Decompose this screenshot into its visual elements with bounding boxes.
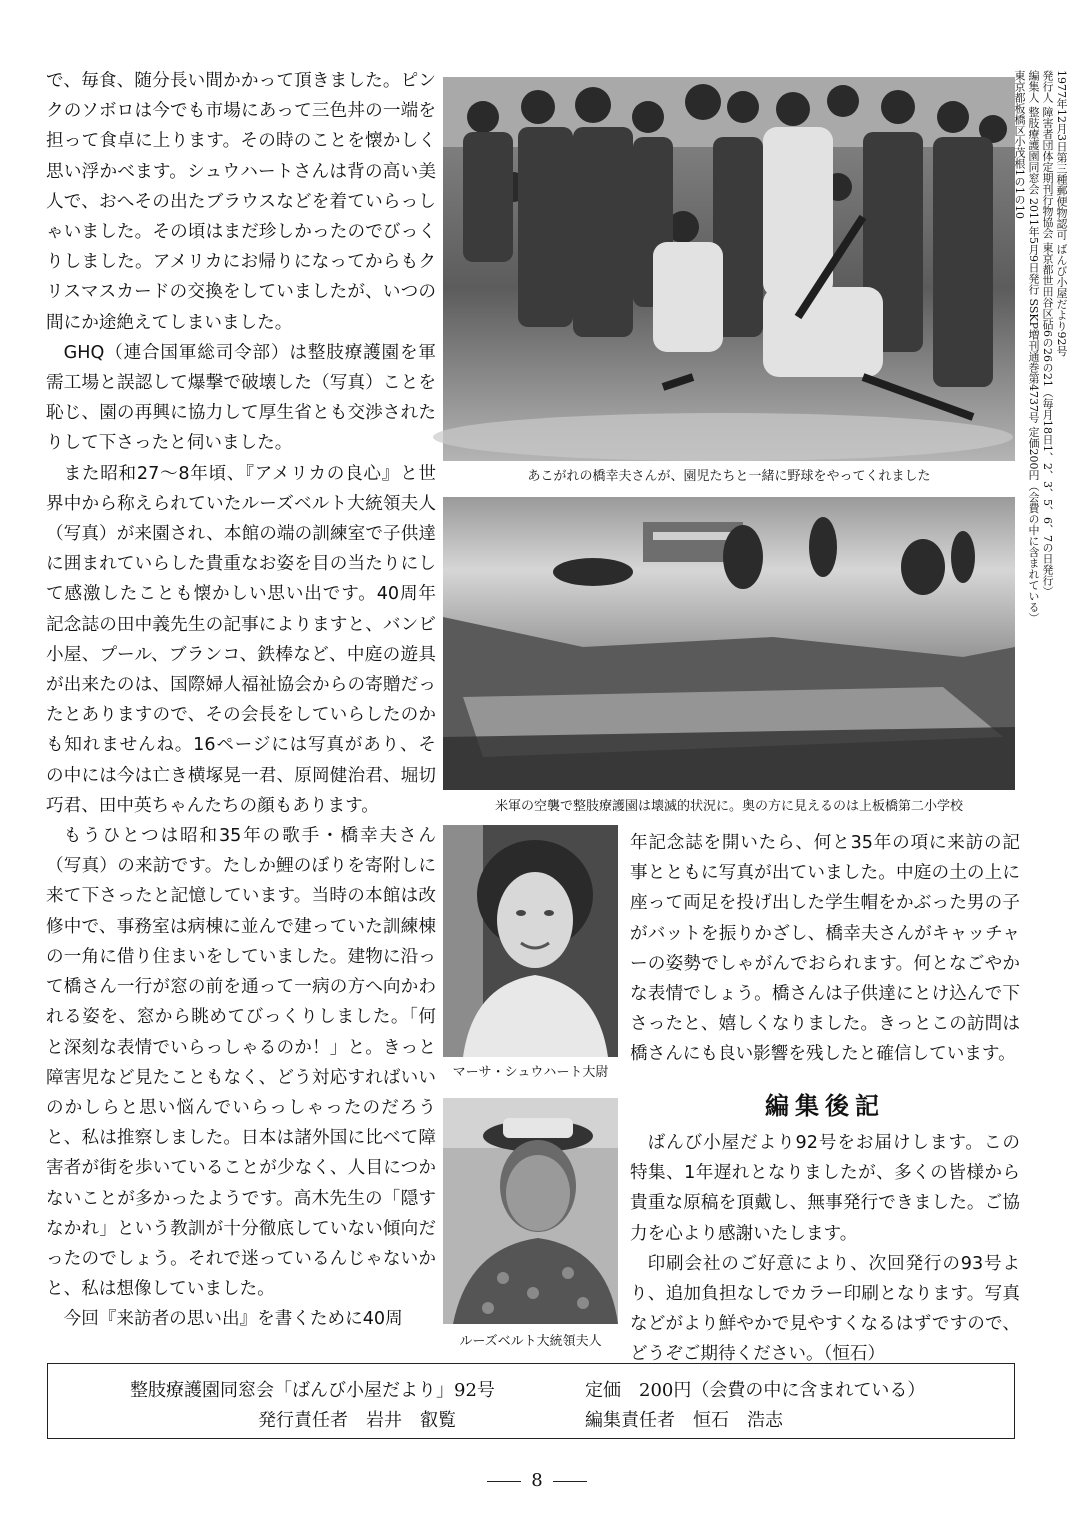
afterword-title: 編集後記 — [765, 1092, 885, 1120]
page-number-value: 8 — [531, 1470, 543, 1491]
publisher-info: 発行責任者 岩井 叡覧 — [258, 1410, 456, 1431]
imprint-line: 1977年12月3日第三種郵便物認可 ばんび小屋だより92号 — [1055, 70, 1068, 357]
portrait-woman-illustration — [443, 825, 618, 1057]
page-number-dash-left — [487, 1481, 521, 1482]
editor-info: 編集責任者 恒石 浩志 — [585, 1410, 783, 1431]
caption-photo-bombed-site: 米軍の空襲で整肢療護園は壊滅的状況に。奥の方に見えるのは上板橋第二小学校 — [494, 799, 963, 814]
imprint-line: 発行人 障害者団体定期刊行物協会 東京都世田谷区砧6の26の21（毎月18日1、2、3、5、6、7の日発行） — [1041, 70, 1054, 597]
vertical-imprint — [1013, 70, 1068, 1010]
right-article-continuation — [630, 828, 1020, 1078]
photo-bombed-site-illustration — [443, 497, 1015, 790]
paragraph: 今回『来訪者の思い出』を書くために40周 — [63, 1309, 403, 1330]
paragraph: 年記念誌を開いたら、何と35年の項に来訪の記事とともに写真が出ていました。中庭の土の上に座って両足を投げ出した学生帽をかぶった男の子がバットを振りかざし、橋幸夫さんがキャッチャーの姿勢でしゃがんでおられます。何となごやかな表情でしょう。橋さんは子供達にとけ込んで下さったと、嬉しくなりました。きっとこの訪問は橋さんにも良い影響を残したと確信しています。 — [630, 833, 1020, 1065]
photo-mrs-roosevelt — [443, 1098, 618, 1324]
page-number — [0, 1470, 1074, 1491]
paragraph: また昭和27〜8年頃、『アメリカの良心』と世界中から称えられていたルーズベルト大統領夫人（写真）が来園され、本館の端の訓練室で子供達に囲まれていらした貴重なお姿を目の当たりにして感激したことも懐かしい思い出です。40周年記念誌の田中義先生の記事によりますと、バンビ小屋、プール、ブランコ、鉄棒など、中庭の遊具が出来たのは、国際婦人福祉協会からの寄贈だったとありますので、その会長をしていらしたのかも知れませんね。16ページには写真があり、その中には今は亡き横塚晃一君、原岡健治君、堀切巧君、田中英ちゃんたちの顔もあります。 — [46, 463, 436, 816]
paragraph: もうひとつは昭和35年の歌手・橋幸夫さん（写真）の来訪です。たしか鯉のぼりを寄附しに来て下さったと記憶しています。当時の本館は改修中で、事務室は病棟に並んで建っていた訓練棟の一角に借り住まいをしていました。建物に沿って橋さん一行が窓の前を通って一病の方へ向かわれる姿を、窓から眺めてびっくりしました。「何と深刻な表情でいらっしゃるのか！」と。きっと障害児など見たこともなく、どう対応すればいいのかしらと思い悩んでいらっしゃったのだろうと、私は推察しました。日本は諸外国に比べて障害者が街を歩いていることが少なく、人目につかないことが多かったようです。高木先生の「隠すなかれ」という教訓が十分徹底していない傾向だったのでしょう。それで迷っているんじゃないかと、私は想像していました。 — [46, 826, 436, 1300]
price-info: 定価 200円（会費の中に含まれている） — [585, 1380, 926, 1401]
paragraph: で、毎食、随分長い間かかって頂きました。ピンクのソボロは今でも市場にあって三色丼の一端を担って食卓に上ります。その時のことを懐かしく思い浮かべます。シュウハートさんは背の高い美人で、おへその出たブラウスなどを着ていらっしゃいました。その頃はまだ珍しかったのでびっくりしました。アメリカにお帰りになってからもクリスマスカードの交換をしていましたが、いつの間にか途絶えてしまいました。 — [46, 71, 436, 333]
caption-photo-roosevelt: ルーズベルト大統領夫人 — [459, 1334, 602, 1349]
photo-bombed-site — [443, 497, 1015, 790]
photo-baseball-illustration — [443, 77, 1015, 461]
caption-photo-baseball: あこがれの橋幸夫さんが、園児たちと一緒に野球をやってくれました — [527, 469, 931, 484]
afterword-body — [630, 1128, 1020, 1365]
paragraph: 印刷会社のご好意により、次回発行の93号より、追加負担なしでカラー印刷となります。写真などがより鮮やかで見やすくなるはずですので、どうぞご期待ください。（恒石） — [630, 1253, 1020, 1365]
photo-baseball-with-children — [443, 77, 1015, 461]
imprint-line: 東京都板橋区小茂根1の1の10 — [1013, 70, 1026, 219]
publication-title: 整肢療護園同窓会「ばんび小屋だより」92号 — [130, 1380, 495, 1401]
paragraph: ばんび小屋だより92号をお届けします。この特集、1年遅れとなりましたが、多くの皆様から貴重な原稿を頂戴し、無事発行できました。ご協力を心より感謝いたします。 — [630, 1133, 1020, 1244]
page-number-dash-right — [553, 1481, 587, 1482]
publication-info-box — [47, 1363, 1015, 1439]
imprint-line: 編集人 整肢療護園同窓会 2011年5月9日発行 SSKP増刊通巻第4737号 定価200円（会費の中に含まれている） — [1027, 70, 1040, 624]
paragraph: GHQ（連合国軍総司令部）は整肢療護園を軍需工場と誤認して爆撃で破壊した（写真）ことを恥じ、園の再興に協力して厚生省とも交渉されたりして下さったと伺いました。 — [46, 342, 436, 454]
left-article-column — [46, 66, 436, 1356]
portrait-elder-woman-illustration — [443, 1098, 618, 1324]
photo-martha-shuhart — [443, 825, 618, 1057]
caption-photo-martha: マーサ・シュウハート大尉 — [452, 1065, 609, 1080]
